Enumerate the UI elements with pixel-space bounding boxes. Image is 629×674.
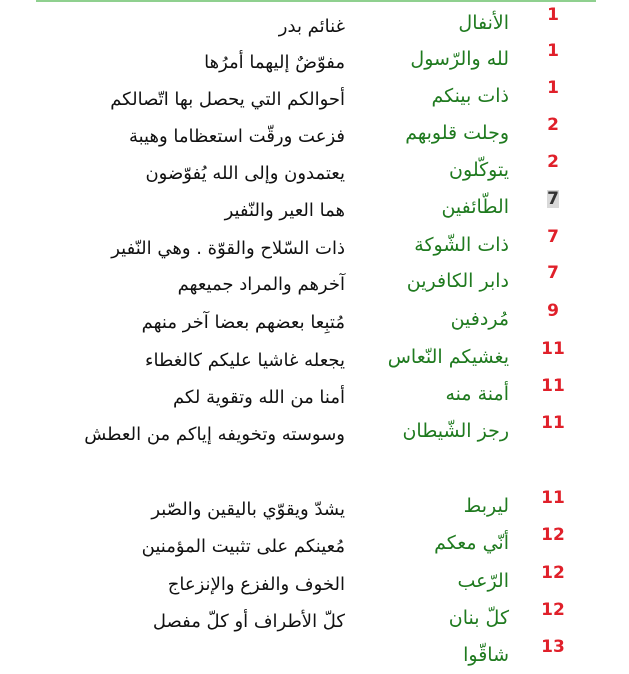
verse-number: 11 (541, 376, 565, 396)
vocab-word: الأنفال (458, 12, 509, 34)
vocab-word: الطّائفين (441, 196, 509, 218)
vocab-meaning: الخوف والفزع والإنزعاج (167, 574, 345, 595)
vocab-row (0, 524, 629, 562)
vocab-word: ذات بينكم (431, 85, 509, 107)
vocab-meaning: مُعينكم على تثبيت المؤمنين (141, 536, 345, 557)
vocab-meaning: هما العير والنّفير (224, 200, 345, 221)
verse-number: 9 (547, 301, 559, 321)
verse-number: 13 (541, 637, 565, 657)
vocab-row (0, 487, 629, 525)
vocab-word: ليربط (463, 495, 509, 517)
vocab-row (0, 151, 629, 189)
vocab-word: أمنة منه (445, 383, 509, 405)
verse-number: 2 (547, 115, 559, 135)
vocab-row (0, 114, 629, 152)
vocab-meaning: فزعت ورقّت استعظاما وهيبة (128, 126, 345, 147)
vocab-meaning: يشدّ ويقوّي باليقين والصّبر (151, 499, 345, 520)
vocab-meaning: مفوّضٌ إليهما أمرُها (204, 52, 345, 73)
vocab-word: رجز الشّيطان (402, 420, 509, 442)
vocab-word: الرّعب (457, 570, 509, 592)
verse-number: 1 (547, 41, 559, 61)
verse-number: 11 (541, 413, 565, 433)
vocab-word: كلّ بنان (448, 607, 509, 629)
vocab-meaning: يعتمدون وإلى الله يُفوّضون (145, 163, 345, 184)
vocab-row (0, 562, 629, 600)
verse-number: 7 (547, 189, 559, 209)
vocab-meaning: ذات السّلاح والقوّة . وهي النّفير (111, 238, 345, 259)
vocab-row (0, 412, 629, 484)
verse-number: 1 (547, 78, 559, 98)
vocab-row (0, 338, 629, 376)
vocab-word: ذات الشّوكة (414, 234, 509, 256)
vocab-word: دابر الكافرين (406, 270, 509, 292)
vocab-row (0, 226, 629, 264)
verse-number: 2 (547, 152, 559, 172)
vocab-word: وجلت قلوبهم (405, 122, 509, 144)
vocab-word: مُردفين (450, 308, 509, 330)
vocab-meaning: غنائم بدر (278, 16, 345, 37)
vocab-row (0, 188, 629, 226)
verse-number: 7 (547, 263, 559, 283)
vocab-word: يغشيكم النّعاس (387, 346, 509, 368)
vocab-row (0, 599, 629, 637)
vocab-row (0, 4, 629, 42)
vocab-meaning: أمنا من الله وتقوية لكم (172, 387, 345, 408)
verse-number: 7 (547, 227, 559, 247)
verse-number: 12 (541, 600, 565, 620)
vocab-word: يتوكّلون (449, 159, 509, 181)
vocab-row (0, 375, 629, 413)
verse-number: 1 (547, 5, 559, 25)
vocab-meaning: كلّ الأطراف أو كلّ مفصل (152, 611, 345, 632)
vocab-word: شاقّوا (463, 644, 509, 666)
vocab-row (0, 77, 629, 115)
vocab-meaning: آخرهم والمراد جميعهم (177, 274, 345, 295)
verse-number: 11 (541, 488, 565, 508)
verse-number: 11 (541, 339, 565, 359)
verse-number: 12 (541, 525, 565, 545)
vocab-meaning: وسوسته وتخويفه إياكم من العطش (84, 424, 345, 445)
top-divider (36, 0, 596, 2)
verse-number: 12 (541, 563, 565, 583)
vocab-row (0, 40, 629, 78)
vocab-meaning: مُتبِعا بعضهم بعضا آخر منهم (141, 312, 345, 333)
vocab-row (0, 300, 629, 338)
vocab-meaning: أحوالكم التي يحصل بها اتّصالكم (110, 89, 345, 110)
vocab-row (0, 262, 629, 300)
vocab-meaning: يجعله غاشيا عليكم كالغطاء (145, 350, 345, 371)
vocab-word: لله والرّسول (410, 48, 509, 70)
vocab-word: أنّي معكم (434, 532, 509, 554)
vocab-row (0, 636, 629, 674)
